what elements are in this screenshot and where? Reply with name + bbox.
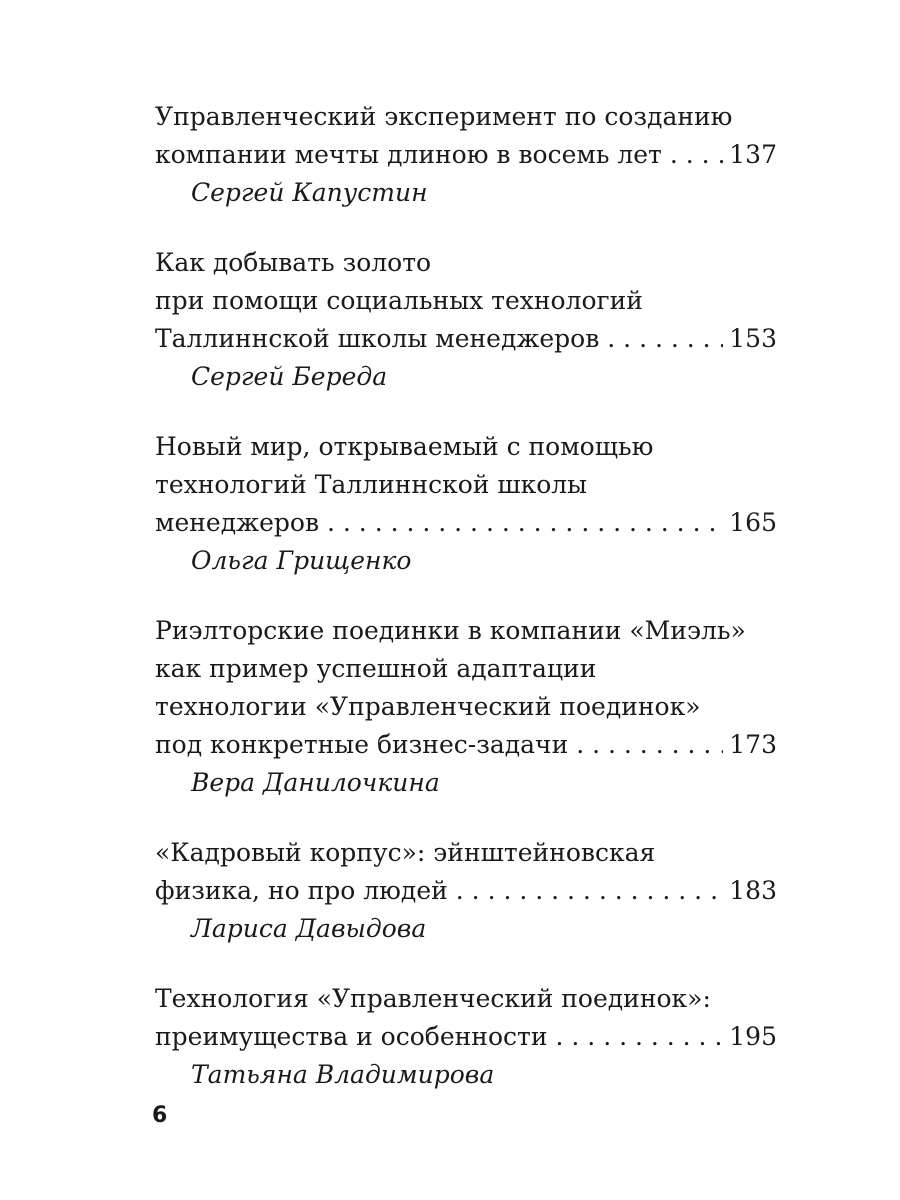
toc-title-last-line (155, 504, 777, 542)
toc-title-line: Риэлторские поединки в компании «Миэль» (155, 616, 746, 645)
toc-title-line: технологии «Управленческий поединок» (155, 692, 701, 721)
toc-title-text: физика, но про людей (155, 876, 448, 905)
toc-page-number: 195 (729, 1022, 777, 1051)
toc-title-line: Управленческий эксперимент по созданию (155, 102, 733, 131)
toc-entry[interactable] (155, 980, 777, 1094)
leader-dots (607, 320, 723, 358)
toc-author: Татьяна Владимирова (191, 1060, 495, 1089)
toc-author: Лариса Давыдова (191, 914, 427, 943)
toc-entry[interactable] (155, 244, 777, 396)
toc-page-number: 165 (729, 508, 777, 537)
toc-title-line: «Кадровый корпус»: эйнштейновская (155, 838, 656, 867)
leader-dots (576, 726, 723, 764)
toc-title-last-line (155, 320, 777, 358)
toc-title-line: как пример успешной адаптации (155, 654, 597, 683)
toc-entry[interactable] (155, 612, 777, 802)
toc-page-number: 183 (729, 876, 777, 905)
table-of-contents (155, 98, 777, 1126)
leader-dots (327, 504, 723, 542)
page-number: 6 (152, 1103, 168, 1128)
toc-title-text: под конкретные бизнес-задачи (155, 730, 569, 759)
toc-title-line: технологий Таллиннской школы (155, 470, 588, 499)
toc-title-text: менеджеров (155, 508, 320, 537)
leader-dots (456, 872, 724, 910)
toc-title-text: Таллиннской школы менеджеров (155, 324, 600, 353)
toc-title-last-line (155, 872, 777, 910)
toc-title-text: компании мечты длиною в восемь лет (155, 140, 662, 169)
toc-title-line: Новый мир, открываемый с помощью (155, 432, 654, 461)
leader-dots (556, 1018, 724, 1056)
toc-author: Сергей Капустин (191, 178, 428, 207)
toc-title-line: Как добывать золото (155, 248, 432, 277)
toc-title-last-line (155, 136, 777, 174)
toc-author: Ольга Грищенко (191, 546, 412, 575)
toc-page-number: 173 (729, 730, 777, 759)
toc-title-line: при помощи социальных технологий (155, 286, 643, 315)
toc-author: Сергей Береда (191, 362, 388, 391)
toc-page-number: 153 (729, 324, 777, 353)
toc-title-line: Технология «Управленческий поединок»: (155, 984, 711, 1013)
toc-title-last-line (155, 726, 777, 764)
toc-entry[interactable] (155, 428, 777, 580)
toc-title-text: преимущества и особенности (155, 1022, 548, 1051)
toc-author: Вера Данилочкина (191, 768, 440, 797)
toc-title-last-line (155, 1018, 777, 1056)
toc-entry[interactable] (155, 98, 777, 212)
leader-dots (670, 136, 723, 174)
toc-page-number: 137 (729, 140, 777, 169)
toc-entry[interactable] (155, 834, 777, 948)
